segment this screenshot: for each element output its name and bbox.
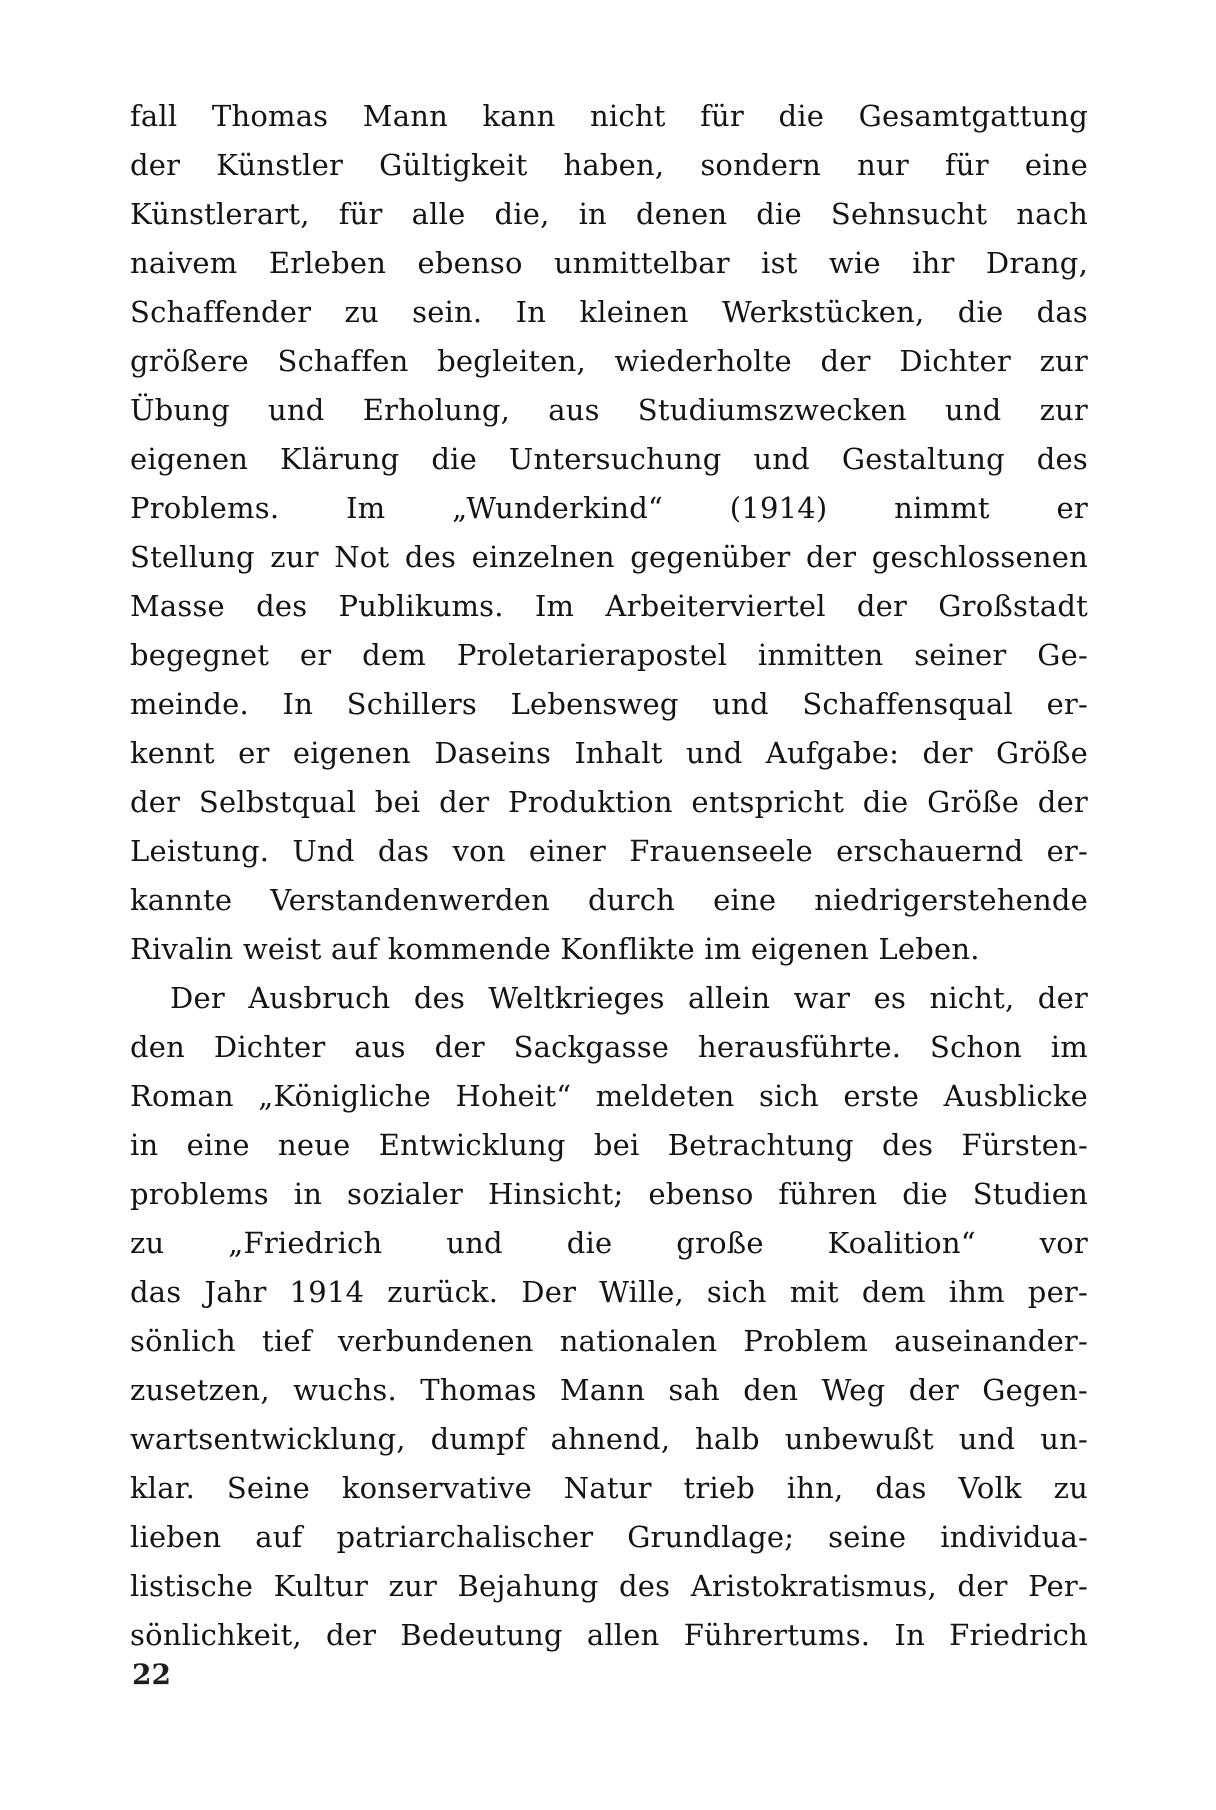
text-line: klar. Seine konservative Natur trieb ihn, das Volk zu — [130, 1471, 1088, 1505]
text-line: Stellung zur Not des einzelnen gegenüber der geschlossenen — [130, 540, 1088, 574]
text-line: lieben auf patriarchalischer Grundlage; seine individua- — [130, 1520, 1088, 1554]
text-line: Künstlerart, für alle die, in denen die Sehnsucht nach — [130, 197, 1088, 231]
text-line: listische Kultur zur Bejahung des Aristokratismus, der Per- — [130, 1569, 1088, 1603]
text-line: naivem Erleben ebenso unmittelbar ist wie ihr Drang, — [130, 246, 1088, 280]
text-line: den Dichter aus der Sackgasse herausführte. Schon im — [130, 1030, 1088, 1064]
text-line: Schaffender zu sein. In kleinen Werkstücken, die das — [130, 295, 1088, 329]
text-line: zusetzen, wuchs. Thomas Mann sah den Weg der Gegen- — [130, 1373, 1088, 1407]
text-line: eigenen Klärung die Untersuchung und Gestaltung des — [130, 442, 1088, 476]
text-line: fall Thomas Mann kann nicht für die Gesamtgattung — [130, 99, 1088, 133]
text-line: problems in sozialer Hinsicht; ebenso führen die Studien — [130, 1177, 1088, 1211]
text-line: sönlich tief verbundenen nationalen Problem auseinander- — [130, 1324, 1088, 1358]
text-line: meinde. In Schillers Lebensweg und Schaffensqual er- — [130, 687, 1088, 721]
page-number: 22 — [132, 1658, 171, 1691]
paragraph-end-line: Rivalin weist auf kommende Konflikte im eigenen Leben. — [130, 932, 980, 966]
body-text — [130, 92, 1088, 1660]
text-line: zu „Friedrich und die große Koalition“ vor — [130, 1226, 1088, 1260]
text-line: begegnet er dem Proletarierapostel inmitten seiner Ge- — [130, 638, 1088, 672]
text-line: der Künstler Gültigkeit haben, sondern nur für eine — [130, 148, 1088, 182]
text-line: das Jahr 1914 zurück. Der Wille, sich mit dem ihm per- — [130, 1275, 1088, 1309]
text-line: in eine neue Entwicklung bei Betrachtung des Fürsten- — [130, 1128, 1088, 1162]
text-line: Übung und Erholung, aus Studiumszwecken und zur — [130, 393, 1088, 427]
text-line: kannte Verstandenwerden durch eine niedrigerstehende — [130, 883, 1088, 917]
paragraph-start-line: Der Ausbruch des Weltkrieges allein war es nicht, der — [170, 981, 1088, 1015]
text-line: Leistung. Und das von einer Frauenseele erschauernd er- — [130, 834, 1088, 868]
text-line: kennt er eigenen Daseins Inhalt und Aufgabe: der Größe — [130, 736, 1088, 770]
text-line: Masse des Publikums. Im Arbeiterviertel der Großstadt — [130, 589, 1088, 623]
text-line: größere Schaffen begleiten, wiederholte der Dichter zur — [130, 344, 1088, 378]
text-line: wartsentwicklung, dumpf ahnend, halb unbewußt und un- — [130, 1422, 1088, 1456]
text-line: Problems. Im „Wunderkind“ (1914) nimmt er — [130, 491, 1088, 525]
text-line: der Selbstqual bei der Produktion entspricht die Größe der — [130, 785, 1088, 819]
text-line: Roman „Königliche Hoheit“ meldeten sich erste Ausblicke — [130, 1079, 1088, 1113]
text-line: sönlichkeit, der Bedeutung allen Führertums. In Friedrich — [130, 1618, 1088, 1652]
